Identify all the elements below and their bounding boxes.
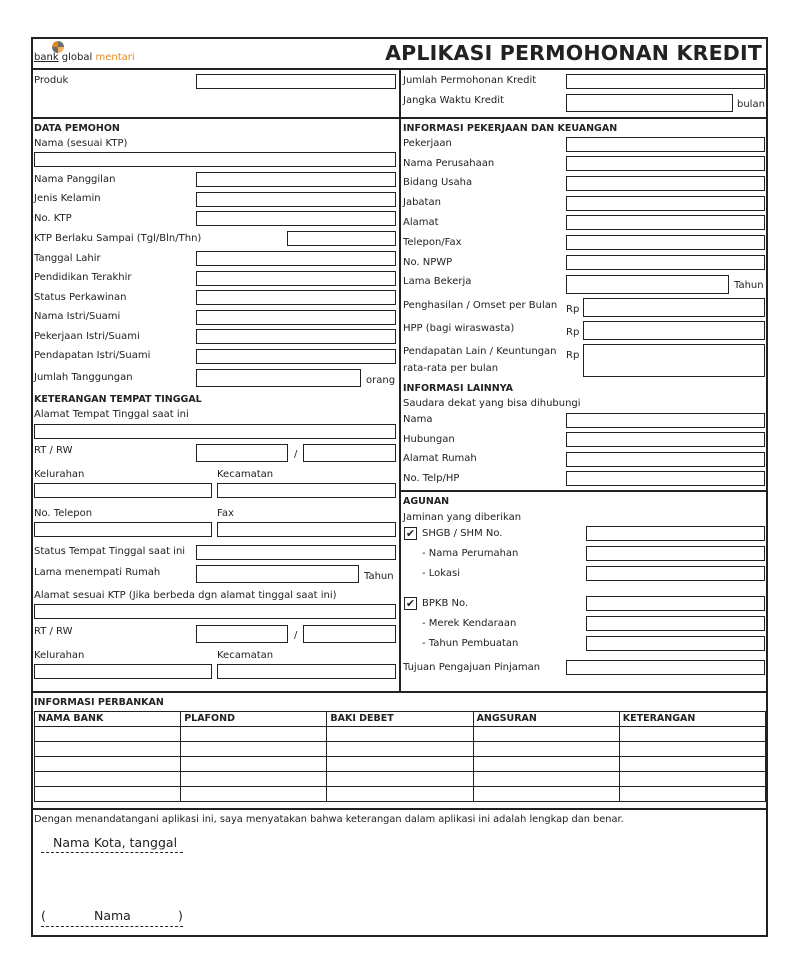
alamat-kantor-label: Alamat xyxy=(403,217,439,228)
istri-pekerjaan-label: Pekerjaan Istri/Suami xyxy=(34,331,140,342)
lama-bekerja-label: Lama Bekerja xyxy=(403,276,472,287)
logo-word-mentari: mentari xyxy=(95,52,135,63)
merek-field[interactable] xyxy=(586,616,765,631)
hpp-field[interactable] xyxy=(583,321,765,340)
table-cell[interactable] xyxy=(327,787,473,802)
telepon-field[interactable] xyxy=(34,522,212,537)
telepon-kantor-label: Telepon/Fax xyxy=(403,237,462,248)
signature-name: Nama xyxy=(94,908,131,923)
table-row xyxy=(35,742,766,757)
ktp-label: No. KTP xyxy=(34,213,72,224)
signature-paren-open: ( xyxy=(41,908,46,923)
alamat-ktp-label: Alamat sesuai KTP (Jika berbeda dgn alamat tinggal saat ini) xyxy=(34,590,337,601)
kecamatan-label: Kecamatan xyxy=(217,469,274,480)
table-row xyxy=(35,727,766,742)
lahir-label: Tanggal Lahir xyxy=(34,253,101,264)
pemohon-heading: DATA PEMOHON xyxy=(34,123,120,134)
telepon-kantor-field[interactable] xyxy=(566,235,765,250)
jangka-label: Jangka Waktu Kredit xyxy=(403,95,504,106)
bulan-unit: bulan xyxy=(737,99,765,110)
pekerjaan-field[interactable] xyxy=(566,137,765,152)
table-cell[interactable] xyxy=(327,772,473,787)
penghasilan-field[interactable] xyxy=(583,298,765,317)
berlaku-label: KTP Berlaku Sampai (Tgl/Bln/Thn) xyxy=(34,233,202,244)
istri-pendapatan-field[interactable] xyxy=(196,349,396,364)
table-cell[interactable] xyxy=(619,787,765,802)
kelamin-field[interactable] xyxy=(196,192,396,207)
shgb-field[interactable] xyxy=(586,526,765,541)
pendapatan-lain-rp: Rp xyxy=(566,350,580,361)
lainnya-heading: INFORMASI LAINNYA xyxy=(403,383,514,394)
fax-field[interactable] xyxy=(217,522,396,537)
tinggal-heading: KETERANGAN TEMPAT TINGGAL xyxy=(34,394,202,405)
tanggungan-label: Jumlah Tanggungan xyxy=(34,372,133,383)
col-baki-debet: BAKI DEBET xyxy=(327,712,473,727)
perumahan-label: - Nama Perumahan xyxy=(422,548,519,559)
table-cell[interactable] xyxy=(181,757,327,772)
rt-field[interactable] xyxy=(196,444,288,462)
rtrw2-slash: / xyxy=(294,630,298,641)
jabatan-field[interactable] xyxy=(566,196,765,211)
kota-tanggal-text: Nama Kota, tanggal xyxy=(53,835,178,850)
produk-field[interactable] xyxy=(196,74,396,89)
rt2-field[interactable] xyxy=(196,625,288,643)
perusahaan-label: Nama Perusahaan xyxy=(403,158,495,169)
pendapatan-lain-field[interactable] xyxy=(583,344,765,377)
lama-bekerja-field[interactable] xyxy=(566,275,729,294)
alamat-field[interactable] xyxy=(34,424,396,439)
tahun-unit: Tahun xyxy=(364,571,394,582)
rtrw-slash: / xyxy=(294,449,298,460)
jangka-field[interactable] xyxy=(566,94,733,112)
rw2-field[interactable] xyxy=(303,625,396,643)
alamat-label: Alamat Tempat Tinggal saat ini xyxy=(34,409,189,420)
tujuan-field[interactable] xyxy=(566,660,765,675)
lahir-field[interactable] xyxy=(196,251,396,266)
table-cell[interactable] xyxy=(473,772,619,787)
table-cell[interactable] xyxy=(181,772,327,787)
merek-label: - Merek Kendaraan xyxy=(422,618,517,629)
ktp-field[interactable] xyxy=(196,211,396,226)
tujuan-label: Tujuan Pengajuan Pinjaman xyxy=(403,662,541,673)
table-row xyxy=(35,787,766,802)
telp-hp-label: No. Telp/HP xyxy=(403,473,460,484)
bank-table xyxy=(34,711,766,802)
form-title: APLIKASI PERMOHONAN KREDIT xyxy=(385,41,762,65)
bidang-label: Bidang Usaha xyxy=(403,177,473,188)
npwp-label: No. NPWP xyxy=(403,257,453,268)
pekerjaan-label: Pekerjaan xyxy=(403,138,452,149)
perbankan-divider xyxy=(31,691,768,693)
table-cell[interactable] xyxy=(327,757,473,772)
istri-pekerjaan-field[interactable] xyxy=(196,329,396,344)
table-cell[interactable] xyxy=(619,757,765,772)
col-angsuran: ANGSURAN xyxy=(473,712,619,727)
kecamatan-field[interactable] xyxy=(217,483,396,498)
shgb-label: SHGB / SHM No. xyxy=(422,528,503,539)
tanggungan-field[interactable] xyxy=(196,369,361,387)
table-cell[interactable] xyxy=(181,787,327,802)
table-cell[interactable] xyxy=(473,742,619,757)
fax-label: Fax xyxy=(217,508,234,519)
logo-word-bank: bank xyxy=(34,52,59,63)
istri-nama-label: Nama Istri/Suami xyxy=(34,311,121,322)
lama-tinggal-label: Lama menempati Rumah xyxy=(34,567,161,578)
status-tinggal-field[interactable] xyxy=(196,545,396,560)
footer-divider xyxy=(31,808,768,810)
bank-table-header xyxy=(35,712,766,727)
telp-hp-field[interactable] xyxy=(566,471,765,486)
nama-ktp-label: Nama (sesuai KTP) xyxy=(34,138,128,149)
kota-tanggal-line xyxy=(41,852,183,853)
rw-field[interactable] xyxy=(303,444,396,462)
penghasilan-label: Penghasilan / Omset per Bulan xyxy=(403,300,558,311)
table-cell[interactable] xyxy=(35,757,181,772)
statement-text: Dengan menandatangani aplikasi ini, saya menyatakan bahwa keterangan dalam aplikasi ini adalah lengkap dan benar. xyxy=(34,814,624,825)
panggilan-label: Nama Panggilan xyxy=(34,174,116,185)
jumlah-label: Jumlah Permohonan Kredit xyxy=(403,75,537,86)
tahun-pembuatan-label: - Tahun Pembuatan xyxy=(422,638,519,649)
kecamatan2-field[interactable] xyxy=(217,664,396,679)
status-field[interactable] xyxy=(196,290,396,305)
table-cell[interactable] xyxy=(473,787,619,802)
npwp-field[interactable] xyxy=(566,255,765,270)
perumahan-field[interactable] xyxy=(586,546,765,561)
col-plafond: PLAFOND xyxy=(181,712,327,727)
table-cell[interactable] xyxy=(619,742,765,757)
alamat-rumah-label: Alamat Rumah xyxy=(403,453,477,464)
perbankan-heading: INFORMASI PERBANKAN xyxy=(34,697,164,708)
col-keterangan: KETERANGAN xyxy=(619,712,765,727)
bpkb-field[interactable] xyxy=(586,596,765,611)
table-cell[interactable] xyxy=(181,727,327,742)
table-cell[interactable] xyxy=(35,727,181,742)
table-cell[interactable] xyxy=(327,727,473,742)
lama-tinggal-field[interactable] xyxy=(196,565,359,583)
tahun-bekerja-unit: Tahun xyxy=(734,280,764,291)
kelurahan-field[interactable] xyxy=(34,483,212,498)
bpkb-label: BPKB No. xyxy=(422,598,469,609)
berlaku-field[interactable] xyxy=(287,231,396,246)
pendapatan-lain-label-2: rata-rata per bulan xyxy=(403,363,499,374)
logo-word-global: global xyxy=(61,52,93,63)
pendapatan-lain-label: Pendapatan Lain / Keuntungan xyxy=(403,346,557,357)
shgb-checkbox[interactable]: ✔ xyxy=(405,527,416,540)
bidang-field[interactable] xyxy=(566,176,765,191)
agunan-divider xyxy=(399,490,768,492)
jaminan-label: Jaminan yang diberikan xyxy=(403,512,522,523)
kecamatan2-label: Kecamatan xyxy=(217,650,274,661)
nama-ktp-field[interactable] xyxy=(34,152,396,167)
kelurahan2-field[interactable] xyxy=(34,664,212,679)
hpp-rp: Rp xyxy=(566,327,580,338)
bpkb-checkbox[interactable]: ✔ xyxy=(405,597,416,610)
agunan-heading: AGUNAN xyxy=(403,496,450,507)
pekerjaan-heading: INFORMASI PEKERJAAN DAN KEUANGAN xyxy=(403,123,618,134)
table-cell[interactable] xyxy=(327,742,473,757)
kelamin-label: Jenis Kelamin xyxy=(34,193,101,204)
perusahaan-field[interactable] xyxy=(566,156,765,171)
bank-logo xyxy=(34,40,134,66)
table-cell[interactable] xyxy=(35,772,181,787)
lokasi-field[interactable] xyxy=(586,566,765,581)
istri-pendapatan-label: Pendapatan Istri/Suami xyxy=(34,350,151,361)
kelurahan-label: Kelurahan xyxy=(34,469,85,480)
table-row xyxy=(35,772,766,787)
table-cell[interactable] xyxy=(473,757,619,772)
alamat-rumah-field[interactable] xyxy=(566,452,765,467)
col-nama-bank: NAMA BANK xyxy=(35,712,181,727)
table-cell[interactable] xyxy=(619,727,765,742)
alamat-ktp-field[interactable] xyxy=(34,604,396,619)
saudara-nama-label: Nama xyxy=(403,414,433,425)
logo-text xyxy=(34,52,135,63)
alamat-kantor-field[interactable] xyxy=(566,215,765,230)
panggilan-field[interactable] xyxy=(196,172,396,187)
table-cell[interactable] xyxy=(181,742,327,757)
table-cell[interactable] xyxy=(35,787,181,802)
penghasilan-rp: Rp xyxy=(566,304,580,315)
status-tinggal-label: Status Tempat Tinggal saat ini xyxy=(34,546,186,557)
kelurahan2-label: Kelurahan xyxy=(34,650,85,661)
lokasi-label: - Lokasi xyxy=(422,568,461,579)
tahun-pembuatan-field[interactable] xyxy=(586,636,765,651)
pendidikan-label: Pendidikan Terakhir xyxy=(34,272,132,283)
orang-unit: orang xyxy=(366,375,396,386)
table-cell[interactable] xyxy=(619,772,765,787)
pendidikan-field[interactable] xyxy=(196,271,396,286)
rtrw2-label: RT / RW xyxy=(34,626,73,637)
column-divider xyxy=(399,68,401,692)
rtrw-label: RT / RW xyxy=(34,445,73,456)
istri-nama-field[interactable] xyxy=(196,310,396,325)
telepon-label: No. Telepon xyxy=(34,508,93,519)
hpp-label: HPP (bagi wiraswasta) xyxy=(403,323,515,334)
hubungan-label: Hubungan xyxy=(403,434,455,445)
table-cell[interactable] xyxy=(35,742,181,757)
table-cell[interactable] xyxy=(473,727,619,742)
status-label: Status Perkawinan xyxy=(34,292,127,303)
table-row xyxy=(35,757,766,772)
signature-paren-close: ) xyxy=(178,908,183,923)
saudara-label: Saudara dekat yang bisa dihubungi xyxy=(403,398,581,409)
produk-label: Produk xyxy=(34,75,69,86)
jabatan-label: Jabatan xyxy=(403,197,441,208)
saudara-nama-field[interactable] xyxy=(566,413,765,428)
hubungan-field[interactable] xyxy=(566,432,765,447)
signature-line xyxy=(41,926,183,927)
jumlah-field[interactable] xyxy=(566,74,765,89)
